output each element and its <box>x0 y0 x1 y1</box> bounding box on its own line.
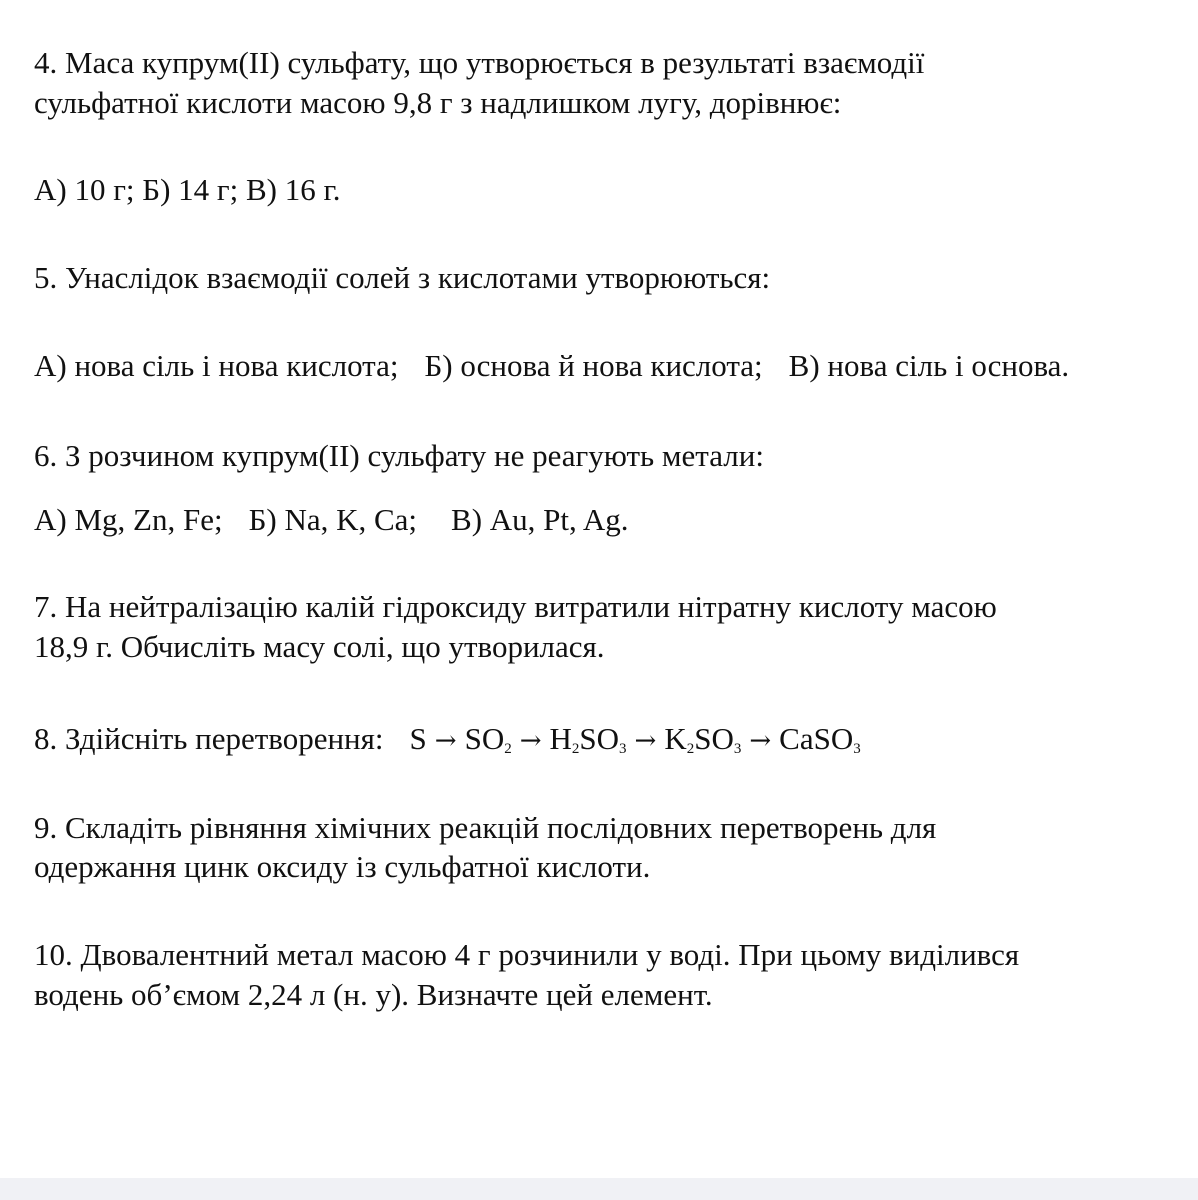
q7-line1: 7. На нейтралізацію калій гідроксиду витратили нітратну кислоту масою <box>34 589 997 624</box>
q5-option-b: Б) основа й нова кислота; <box>424 348 763 383</box>
formula-k2so3: $K_2SO_3$ <box>664 721 742 757</box>
arrow-icon: → <box>749 726 772 756</box>
q4-line2: сульфатної кислоти масою 9,8 г з надлишком лугу, дорівнює: <box>34 85 842 120</box>
arrow-icon: → <box>634 726 657 756</box>
q9-line1: 9. Складіть рівняння хімічних реакцій послідовних перетворень для <box>34 810 937 845</box>
arrow-icon: → <box>434 726 457 756</box>
formula-s: S <box>409 721 427 756</box>
q6-options <box>34 501 628 539</box>
q5-options <box>34 347 1069 385</box>
q10-line1: 10. Двовалентний метал масою 4 г розчинили у воді. При цьому виділився <box>34 937 1020 972</box>
formula-caso3: CaSO$_3$ <box>779 721 861 757</box>
q5-option-c: В) нова сіль і основа. <box>788 348 1070 383</box>
q7-line2: 18,9 г. Обчисліть масу солі, що утворилася. <box>34 629 605 664</box>
q5-option-a: А) нова сіль і нова кислота; <box>34 348 399 383</box>
q5-line1: 5. Унаслідок взаємодії солей з кислотами утворюються: <box>34 260 771 295</box>
q6-line1: 6. З розчином купрум(ІІ) сульфату не реагують метали: <box>34 438 764 473</box>
q8-prefix: 8. Здійсніть перетворення: <box>34 721 384 756</box>
formula-so2: $SO_2$ <box>464 721 512 757</box>
q6-option-a: А) Mg, Zn, Fe; <box>34 502 223 537</box>
q10-line2: водень об’ємом 2,24 л (н. у). Визначте цей елемент. <box>34 977 713 1012</box>
q4-answers: А) 10 г; Б) 14 г; В) 16 г. <box>34 172 341 207</box>
formula-h2so3: $H_2SO_3$ <box>549 721 627 757</box>
q6-option-c: В) Au, Pt, Ag. <box>451 502 629 537</box>
q4-line1: 4. Маса купрум(ІІ) сульфату, що утворюється в результаті взаємодії <box>34 45 925 80</box>
q8-line <box>34 720 861 760</box>
q6-option-b: Б) Na, K, Ca; <box>248 502 418 537</box>
page-bottom-edge <box>0 1178 1198 1200</box>
q9-line2: одержання цинк оксиду із сульфатної кислоти. <box>34 849 651 884</box>
arrow-icon: → <box>519 726 542 756</box>
